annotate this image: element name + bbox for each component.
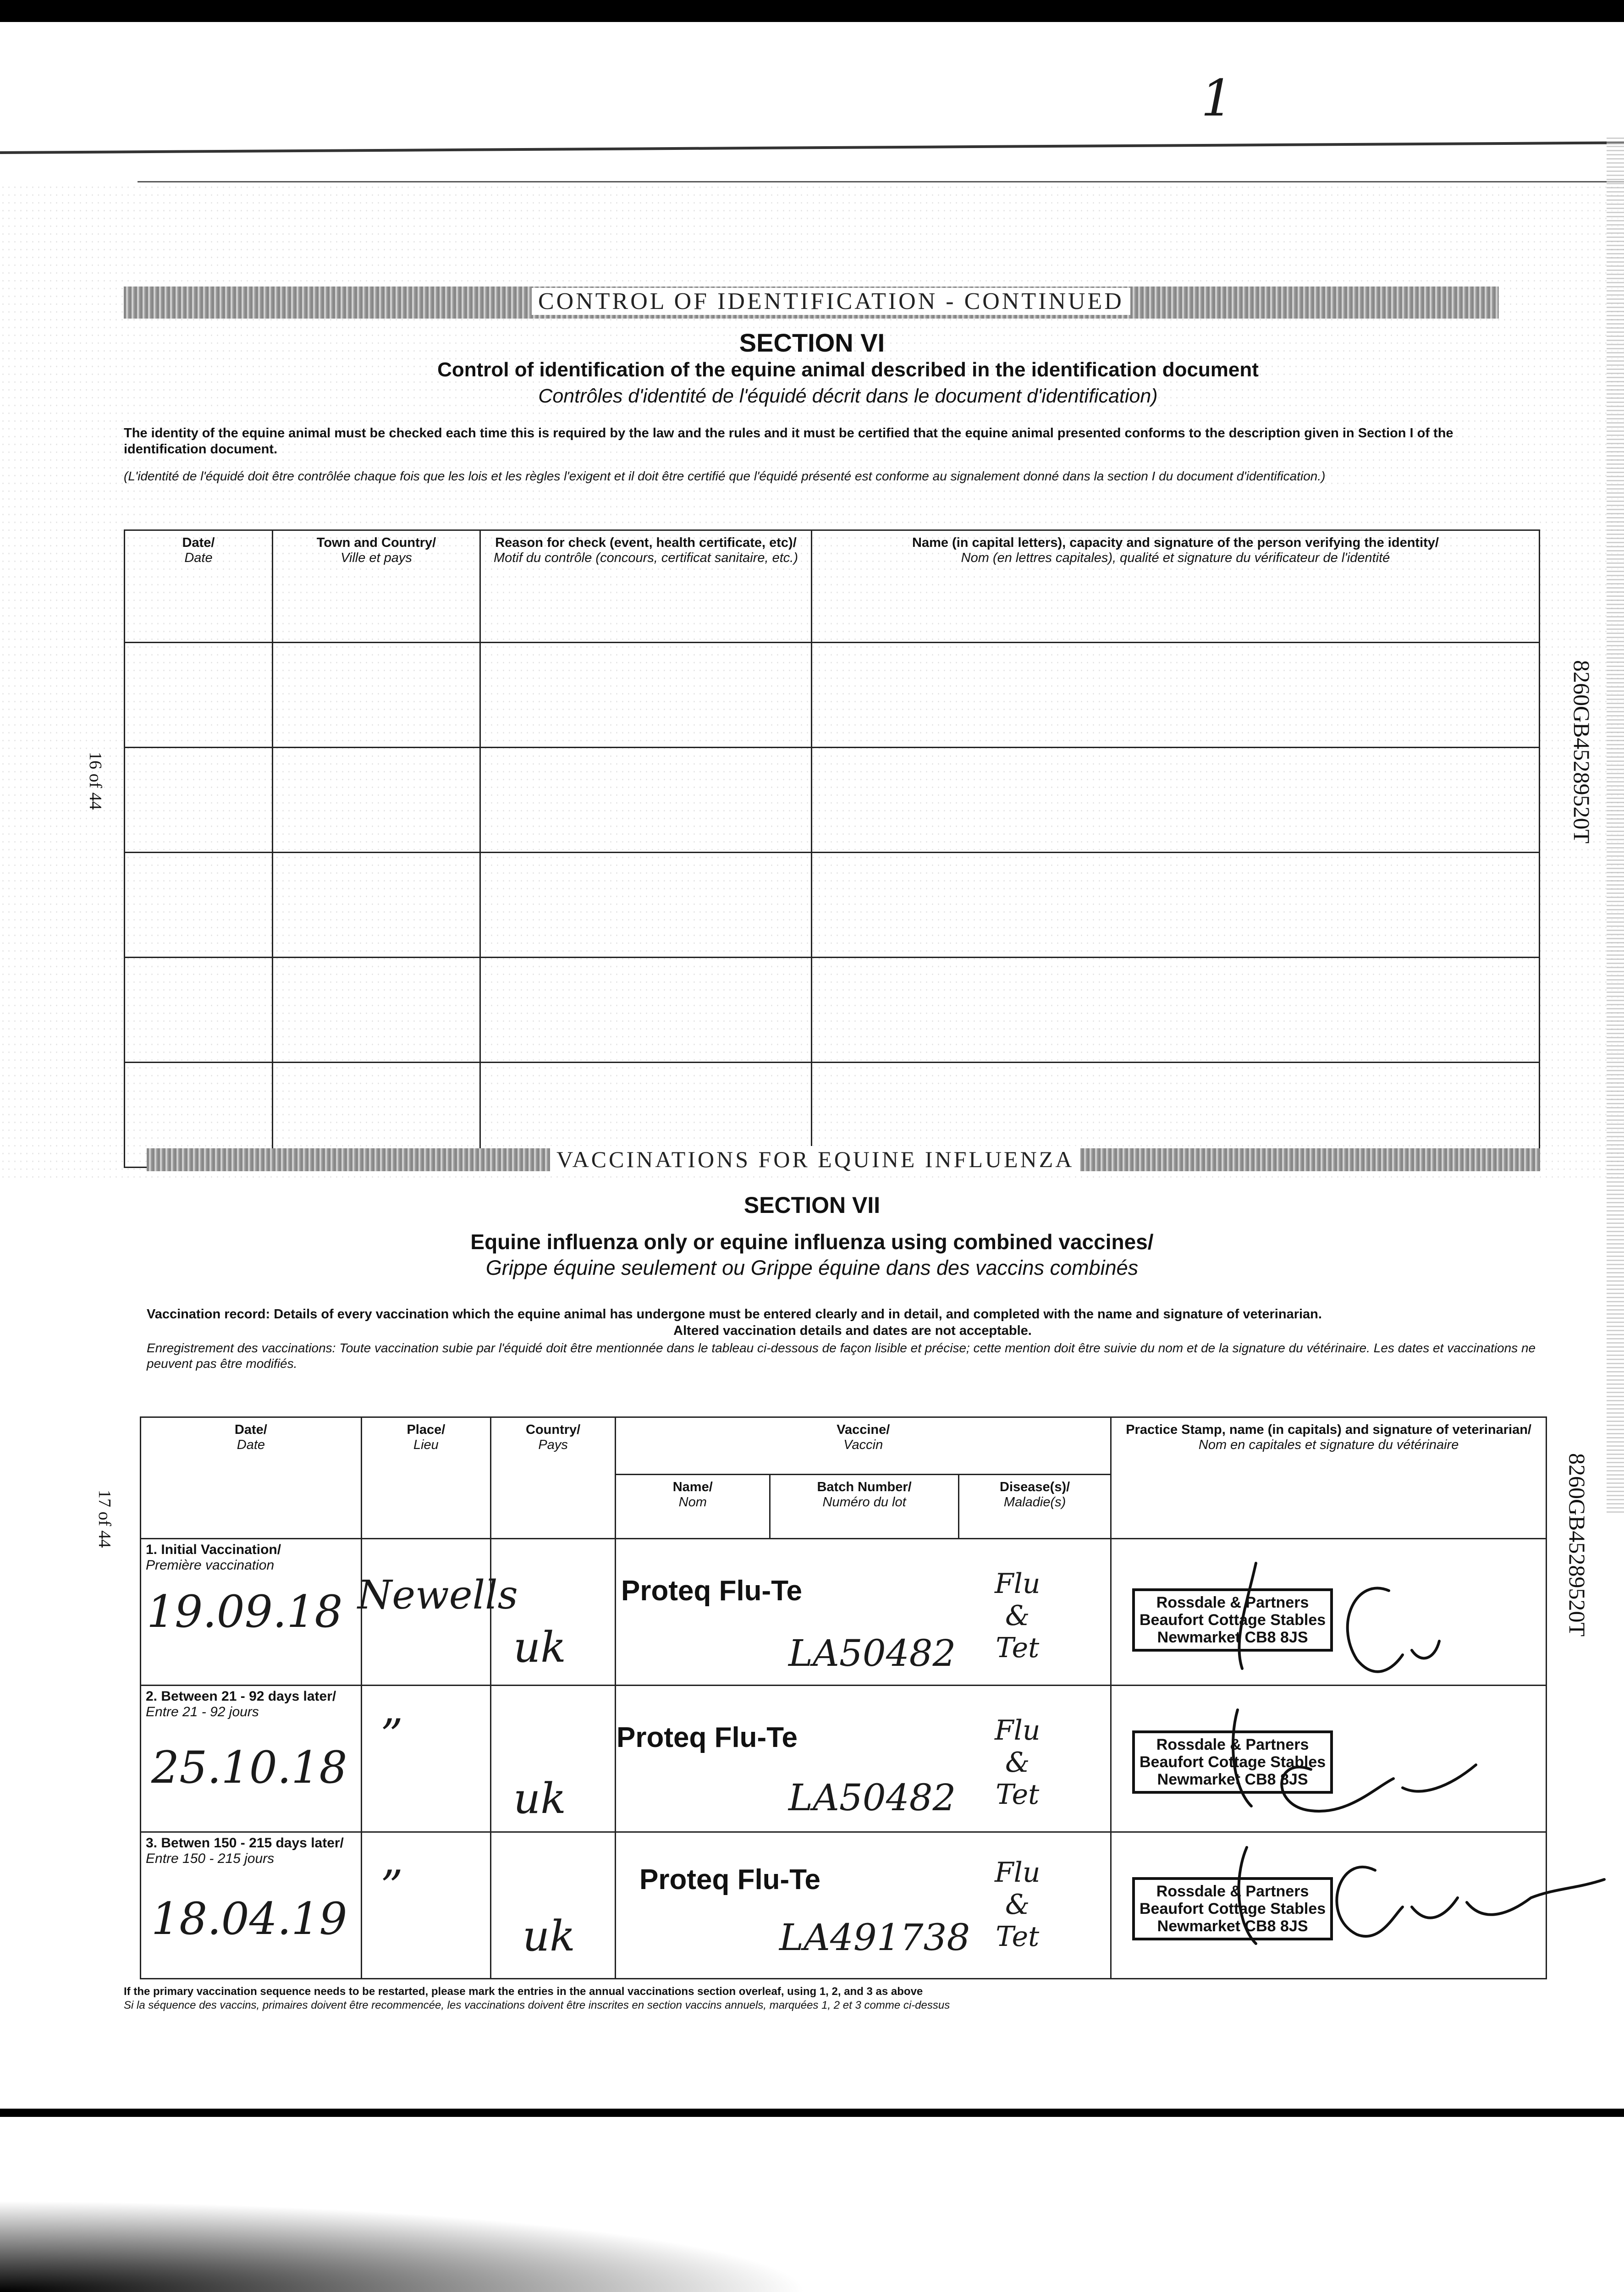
disease-item: Tet bbox=[996, 1779, 1040, 1811]
section6-heading-en: Control of identification of the equine animal described in the identification document bbox=[437, 358, 1259, 381]
column-header-batch-en: Batch Number/ bbox=[817, 1480, 912, 1494]
column-header-vaccine-en: Vaccine/ bbox=[837, 1422, 890, 1437]
section6-title: SECTION VI bbox=[739, 328, 885, 357]
empty-cell bbox=[812, 853, 1540, 958]
stamp-line: Rossdale & Partners bbox=[1156, 1883, 1309, 1900]
empty-cell bbox=[273, 748, 480, 853]
empty-cell bbox=[125, 958, 273, 1063]
section6-heading-fr: Contrôles d'identité de l'équidé décrit dans le document d'identification) bbox=[538, 385, 1158, 407]
stamp-line: Beaufort Cottage Stables bbox=[1140, 1611, 1326, 1629]
column-header-reason-fr: Motif du contrôle (concours, certificat sanitaire, etc.) bbox=[493, 551, 798, 565]
scan-top-border bbox=[0, 0, 1624, 22]
section6-intro-en: The identity of the equine animal must be checked each time this is required by the law and the rules and it must be certified that the equine animal presented conforms to the description given in Section I of the identification document. bbox=[124, 426, 1453, 457]
column-header-date-fr: Date bbox=[184, 551, 213, 565]
section7-heading-fr: Grippe équine seulement ou Grippe équine dans des vaccins combinés bbox=[485, 1256, 1139, 1279]
page-edge-line bbox=[0, 141, 1624, 154]
vaccination-place: Newells bbox=[358, 1572, 518, 1618]
section6-banner: CONTROL OF IDENTIFICATION - CONTINUED bbox=[532, 288, 1130, 315]
column-header-disease bbox=[958, 1475, 1111, 1539]
vaccine-name-stamp: Proteq Flu-Te bbox=[617, 1722, 798, 1753]
vaccination-country: uk bbox=[513, 1774, 566, 1823]
empty-cell bbox=[125, 643, 273, 748]
disease-item: Flu bbox=[995, 1857, 1040, 1889]
empty-cell bbox=[812, 748, 1540, 853]
disease-item: Flu bbox=[995, 1714, 1040, 1747]
footnote-fr: Si la séquence des vaccins, primaires doivent être recommencée, les vaccinations doivent être inscrites en section vaccins annuels, marquées 1, 2 et 3 comme ci-dessus bbox=[124, 1999, 950, 2011]
column-header-country-en: Country/ bbox=[526, 1422, 581, 1437]
disease-item: Flu bbox=[995, 1568, 1040, 1600]
identification-check-table bbox=[124, 529, 1540, 1168]
section6-intro-fr: (L'identité de l'équidé doit être contrôlée chaque fois que les lois et les règles l'exigent et il doit être certifié que l'équidé présenté est conforme au signalement donné dans la section I du document d'identification.) bbox=[124, 469, 1326, 483]
disease-item: & bbox=[1005, 1747, 1030, 1779]
stamp-line: Rossdale & Partners bbox=[1156, 1736, 1309, 1753]
batch-number: LA50482 bbox=[788, 1632, 956, 1675]
empty-cell bbox=[480, 748, 812, 853]
column-header-country-fr: Pays bbox=[538, 1438, 568, 1452]
column-header-date-fr: Date bbox=[237, 1438, 265, 1452]
column-header-batch bbox=[770, 1475, 959, 1539]
column-header-place-fr: Lieu bbox=[413, 1438, 439, 1452]
disease-item: Tet bbox=[996, 1632, 1040, 1664]
batch-number: LA50482 bbox=[788, 1776, 956, 1819]
disease-list bbox=[995, 1568, 1040, 1664]
column-header-name bbox=[616, 1475, 770, 1539]
column-header-disease-en: Disease(s)/ bbox=[1000, 1480, 1070, 1494]
column-header-town-en: Town and Country/ bbox=[316, 535, 436, 550]
empty-cell bbox=[480, 958, 812, 1063]
row-label-en: 1. Initial Vaccination/ bbox=[146, 1542, 281, 1557]
vaccination-date: 25.10.18 bbox=[151, 1742, 347, 1793]
vaccination-date: 19.09.18 bbox=[147, 1586, 343, 1637]
vaccination-country: uk bbox=[513, 1623, 566, 1672]
column-header-verifier-en: Name (in capital letters), capacity and signature of the person verifying the identity/ bbox=[912, 535, 1439, 550]
page-number-17: 17 of 44 bbox=[95, 1490, 114, 1548]
column-header-date bbox=[141, 1417, 362, 1539]
side-identifier: 8260GB45289520T bbox=[1569, 660, 1595, 843]
empty-cell bbox=[125, 748, 273, 853]
vaccination-place: ” bbox=[380, 1861, 403, 1912]
stamp-line: Beaufort Cottage Stables bbox=[1140, 1753, 1326, 1771]
disease-item: & bbox=[1005, 1600, 1030, 1632]
disease-list bbox=[995, 1857, 1040, 1953]
column-header-verifier-fr: Nom (en lettres capitales), qualité et signature du vérificateur de l'identité bbox=[961, 551, 1390, 565]
corner-mark: 1 bbox=[1201, 69, 1233, 127]
stamp-line: Newmarket CB8 8JS bbox=[1157, 1629, 1308, 1646]
vaccine-name-stamp: Proteq Flu-Te bbox=[621, 1575, 802, 1607]
column-header-reason bbox=[480, 530, 812, 643]
column-header-name-en: Name/ bbox=[672, 1480, 713, 1494]
table-row bbox=[125, 748, 1540, 853]
column-header-place bbox=[361, 1417, 490, 1539]
column-header-reason-en: Reason for check (event, health certificate, etc)/ bbox=[495, 535, 797, 550]
vaccination-record-en: Vaccination record: Details of every vaccination which the equine animal has undergone must be entered clearly and in detail, and completed with the name and signature of veterinarian. bbox=[147, 1307, 1322, 1322]
column-header-date bbox=[125, 530, 273, 643]
column-header-town-fr: Ville et pays bbox=[341, 551, 412, 565]
empty-cell bbox=[273, 853, 480, 958]
page-number-16: 16 of 44 bbox=[86, 752, 105, 810]
batch-number: LA491738 bbox=[779, 1916, 970, 1959]
disease-list bbox=[995, 1714, 1040, 1811]
empty-cell bbox=[480, 643, 812, 748]
scan-bottom-edge bbox=[0, 2109, 1624, 2292]
empty-cell bbox=[273, 643, 480, 748]
empty-cell bbox=[125, 853, 273, 958]
vaccination-date: 18.04.19 bbox=[151, 1893, 347, 1945]
column-header-vaccine-fr: Vaccin bbox=[843, 1438, 883, 1452]
vaccination-place: ” bbox=[380, 1710, 403, 1761]
vaccine-name-stamp: Proteq Flu-Te bbox=[639, 1864, 820, 1895]
empty-cell bbox=[812, 958, 1540, 1063]
row-label-en: 2. Between 21 - 92 days later/ bbox=[146, 1689, 336, 1704]
vaccination-record-fr: Enregistrement des vaccinations: Toute vaccination subie par l'équidé doit être mentionnée dans le tableau ci-dessous de façon lisible et précise; cette mention doit être suivie du nom et de la signature du vétérinaire. Les dates et vaccinations ne peuvent pas être modifiés. bbox=[147, 1341, 1536, 1371]
column-header-stamp-en: Practice Stamp, name (in capitals) and signature of veterinarian/ bbox=[1126, 1422, 1531, 1437]
disease-item: & bbox=[1005, 1889, 1030, 1921]
vaccination-country: uk bbox=[523, 1912, 575, 1961]
stamp-line: Rossdale & Partners bbox=[1156, 1594, 1309, 1611]
page-edge-line bbox=[138, 181, 1624, 182]
vaccination-record-en-2: Altered vaccination details and dates are not acceptable. bbox=[673, 1323, 1032, 1338]
column-header-stamp bbox=[1111, 1417, 1547, 1539]
row-label-fr: Première vaccination bbox=[146, 1558, 275, 1573]
side-identifier: 8260GB45289520T bbox=[1564, 1453, 1590, 1636]
empty-cell bbox=[273, 958, 480, 1063]
veterinarian-signatures bbox=[1118, 1549, 1623, 2008]
column-header-date-en: Date/ bbox=[182, 535, 215, 550]
empty-cell bbox=[480, 853, 812, 958]
footnote-en: If the primary vaccination sequence needs to be restarted, please mark the entries in the annual vaccinations section overleaf, using 1, 2, and 3 as above bbox=[124, 1985, 923, 1998]
column-header-place-en: Place/ bbox=[407, 1422, 446, 1437]
column-header-country bbox=[490, 1417, 615, 1539]
disease-item: Tet bbox=[996, 1921, 1040, 1953]
column-header-vaccine bbox=[616, 1417, 1111, 1475]
column-header-town bbox=[273, 530, 480, 643]
stamp-line: Beaufort Cottage Stables bbox=[1140, 1900, 1326, 1917]
column-header-name-fr: Nom bbox=[678, 1495, 707, 1510]
stamp-line: Newmarket CB8 8JS bbox=[1157, 1771, 1308, 1788]
table-row bbox=[125, 958, 1540, 1063]
column-header-disease-fr: Maladie(s) bbox=[1003, 1495, 1066, 1510]
column-header-stamp-fr: Nom en capitales et signature du vétérinaire bbox=[1198, 1438, 1459, 1452]
stamp-line: Newmarket CB8 8JS bbox=[1157, 1917, 1308, 1935]
empty-cell bbox=[812, 643, 1540, 748]
table-row bbox=[125, 853, 1540, 958]
row-label-en: 3. Betwen 150 - 215 days later/ bbox=[146, 1835, 344, 1851]
section7-heading-en: Equine influenza only or equine influenza using combined vaccines/ bbox=[470, 1230, 1154, 1254]
row-label-fr: Entre 150 - 215 jours bbox=[146, 1851, 275, 1866]
column-header-verifier bbox=[812, 530, 1540, 643]
section7-banner: VACCINATIONS FOR EQUINE INFLUENZA bbox=[550, 1146, 1080, 1173]
column-header-date-en: Date/ bbox=[234, 1422, 267, 1437]
table-row bbox=[125, 643, 1540, 748]
column-header-batch-fr: Numéro du lot bbox=[822, 1495, 906, 1510]
section7-title: SECTION VII bbox=[743, 1192, 881, 1218]
row-label-fr: Entre 21 - 92 jours bbox=[146, 1704, 259, 1719]
